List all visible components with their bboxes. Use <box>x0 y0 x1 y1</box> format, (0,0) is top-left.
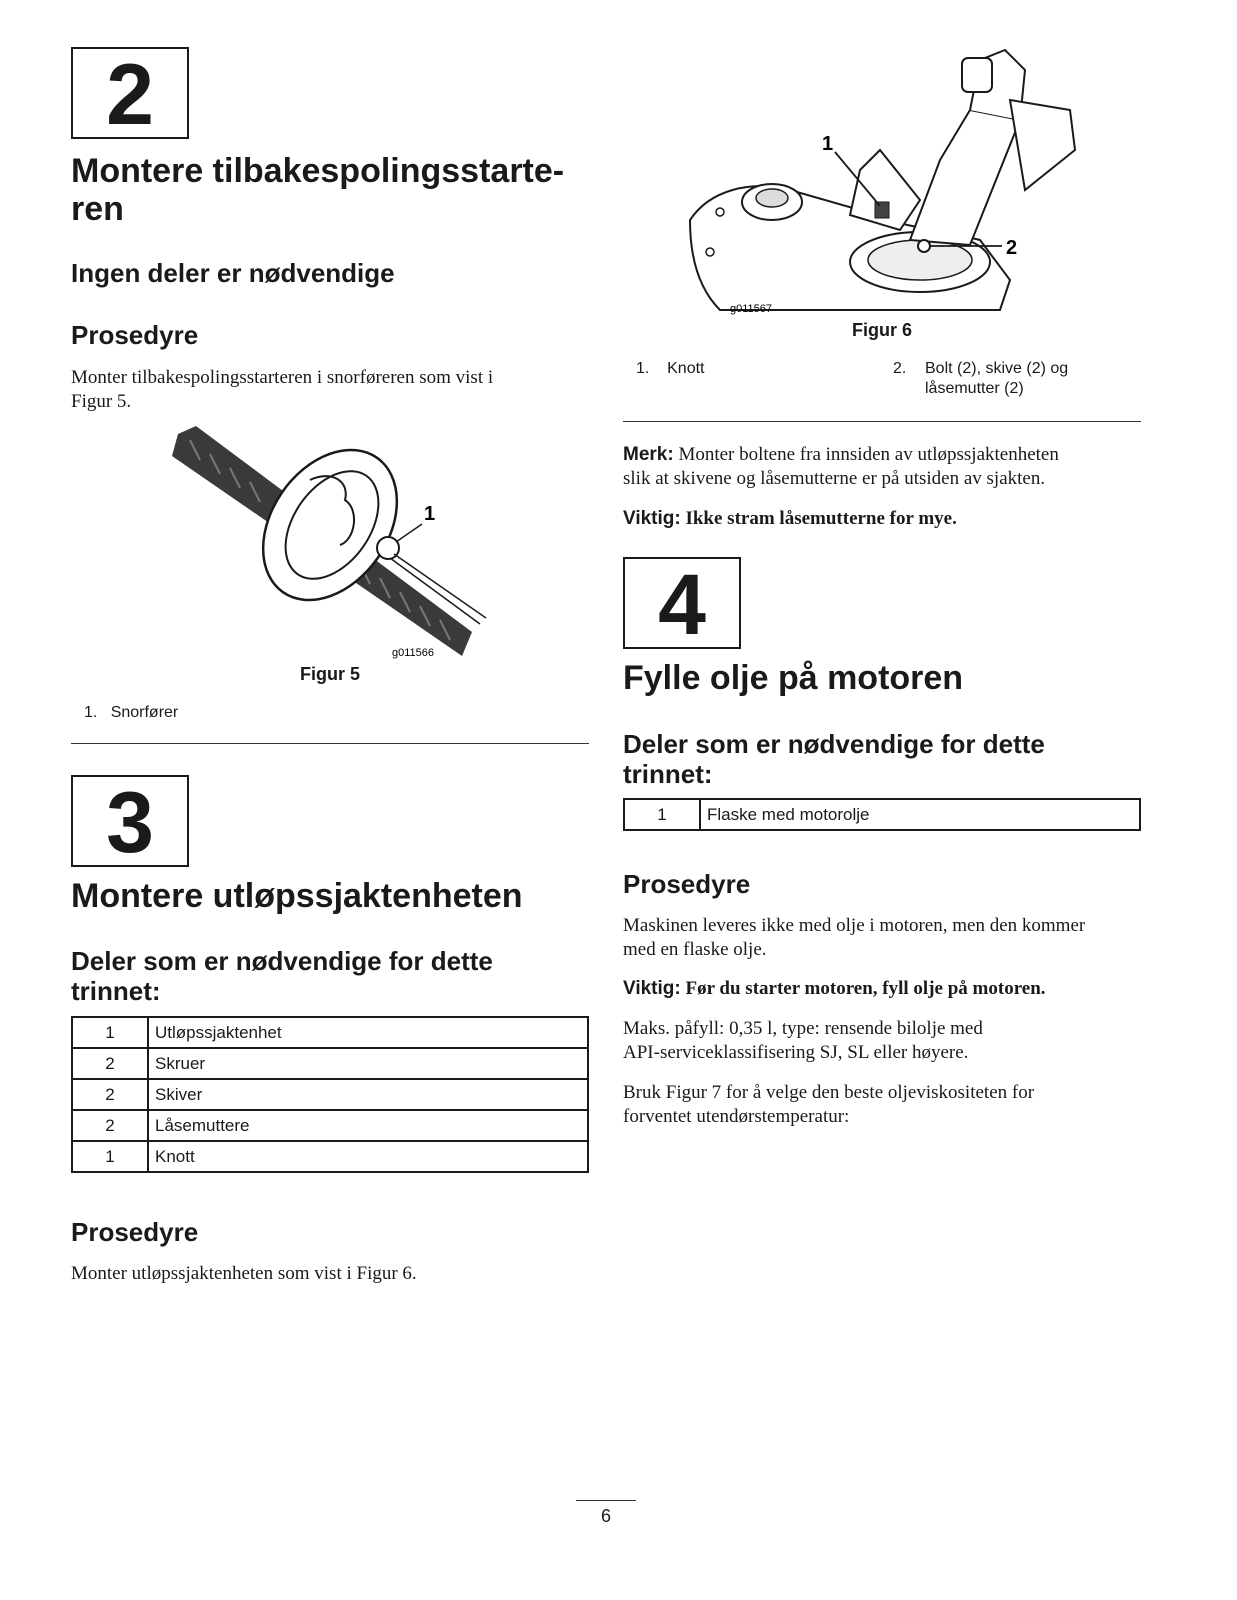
part-cell: Knott <box>148 1141 588 1172</box>
section-divider <box>623 421 1141 422</box>
important-text: Før du starter motoren, fyll olje på motoren. <box>685 978 1046 999</box>
procedure-text <box>623 914 1143 962</box>
footer-rule <box>576 1500 636 1501</box>
legend-text: Knott <box>667 360 705 377</box>
procedure-heading: Prosedyre <box>71 320 199 350</box>
step-number: 2 <box>106 47 154 143</box>
text-line: forventet utendørstemperatur: <box>623 1106 850 1127</box>
table-row <box>72 1017 588 1048</box>
qty-cell: 2 <box>72 1048 148 1079</box>
procedure-text: Monter utløpssjaktenheten som vist i Figur 6. <box>71 1263 417 1284</box>
oil-spec-text <box>623 1017 1143 1065</box>
chute-top-cap <box>962 58 992 92</box>
procedure-text <box>71 366 591 414</box>
parts-heading: Ingen deler er nødvendige <box>71 258 395 288</box>
qty-cell: 1 <box>624 799 700 830</box>
note-text <box>623 443 1143 491</box>
legend-text: Snorfører <box>110 704 179 721</box>
qty-cell: 1 <box>72 1017 148 1048</box>
text-line: API-serviceklassifisering SJ, SL eller høyere. <box>623 1042 969 1063</box>
important-label: Viktig: <box>623 508 681 529</box>
legend-number: 1. <box>84 704 98 721</box>
part-cell: Flaske med motorolje <box>700 799 1140 830</box>
figure-callout: 1 <box>822 133 834 155</box>
gas-cap-top <box>756 189 788 207</box>
figure-legend-item <box>636 359 704 379</box>
part-cell: Utløpssjaktenhet <box>148 1017 588 1048</box>
text-line: Bruk Figur 7 for å velge den beste oljeviskositeten for <box>623 1082 1035 1103</box>
heading-line: Deler som er nødvendige for dette <box>623 729 1045 759</box>
figure-6-illustration <box>680 40 1100 320</box>
note-line: slik at skivene og låsemutterne er på utsiden av sjakten. <box>623 468 1046 489</box>
callout-leader <box>396 524 422 542</box>
chute-deflector <box>1010 100 1075 190</box>
text-line: Monter tilbakespolingsstarteren i snorføreren som vist i <box>71 367 494 388</box>
figure-caption: Figur 5 <box>299 664 360 684</box>
legend-line: Bolt (2), skive (2) og <box>925 360 1069 377</box>
figure-code: g011567 <box>730 303 773 315</box>
title-line: ren <box>71 190 124 228</box>
table-row <box>624 799 1140 830</box>
chute-body <box>910 110 1020 245</box>
figure-callout: 2 <box>1006 237 1018 259</box>
text-line: Figur 5. <box>71 391 132 412</box>
section-divider <box>71 743 589 744</box>
table-row <box>72 1079 588 1110</box>
bolt <box>918 240 930 252</box>
note-label: Merk: <box>623 444 674 465</box>
table-row <box>72 1048 588 1079</box>
text-line: med en flaske olje. <box>623 939 767 960</box>
legend-number: 2. <box>893 360 907 377</box>
heading-line: trinnet: <box>623 759 713 789</box>
parts-heading <box>71 946 493 1006</box>
parts-table <box>623 798 1141 831</box>
figure-legend <box>84 703 178 723</box>
page-number: 6 <box>600 1506 611 1526</box>
text-line: Maks. påfyll: 0,35 l, type: rensende bilolje med <box>623 1018 983 1039</box>
part-cell: Låsemuttere <box>148 1110 588 1141</box>
important-text: Ikke stram låsemutterne for mye. <box>685 508 957 529</box>
heading-line: trinnet: <box>71 976 161 1006</box>
figure-callout: 1 <box>424 503 436 525</box>
part-cell: Skiver <box>148 1079 588 1110</box>
important-note <box>623 507 1143 531</box>
step-number-box <box>623 557 741 653</box>
note-line-text: Monter boltene fra innsiden av utløpssjaktenheten <box>678 444 1059 465</box>
important-label: Viktig: <box>623 978 681 999</box>
text-line: Maskinen leveres ikke med olje i motoren, men den kommer <box>623 915 1086 936</box>
step-number-box <box>71 775 189 871</box>
qty-cell: 1 <box>72 1141 148 1172</box>
step-number-box <box>71 47 189 143</box>
qty-cell: 2 <box>72 1110 148 1141</box>
parts-heading <box>623 729 1045 789</box>
step-number: 3 <box>106 775 154 871</box>
heading-line: Deler som er nødvendige for dette <box>71 946 493 976</box>
qty-cell: 2 <box>72 1079 148 1110</box>
step-number: 4 <box>658 557 706 653</box>
legend-number: 1. <box>636 360 650 377</box>
note-line <box>623 443 1143 467</box>
legend-line: låsemutter (2) <box>925 380 1024 397</box>
title-line: Montere tilbakespolingsstarte- <box>71 152 565 190</box>
knob <box>875 202 889 218</box>
part-cell: Skruer <box>148 1048 588 1079</box>
procedure-heading: Prosedyre <box>71 1217 199 1247</box>
figure-5-illustration <box>160 420 500 670</box>
procedure-heading: Prosedyre <box>623 869 751 899</box>
section-title: Montere utløpssjaktenheten <box>71 877 523 915</box>
table-row <box>72 1110 588 1141</box>
parts-table <box>71 1016 589 1173</box>
important-note <box>623 977 1143 1001</box>
section-title <box>71 152 564 228</box>
viscosity-text <box>623 1081 1143 1129</box>
section-title: Fylle olje på motoren <box>623 659 964 697</box>
legend-text <box>925 359 1125 399</box>
figure-caption: Figur 6 <box>851 320 912 340</box>
table-row <box>72 1141 588 1172</box>
figure-code: g011566 <box>392 647 435 659</box>
